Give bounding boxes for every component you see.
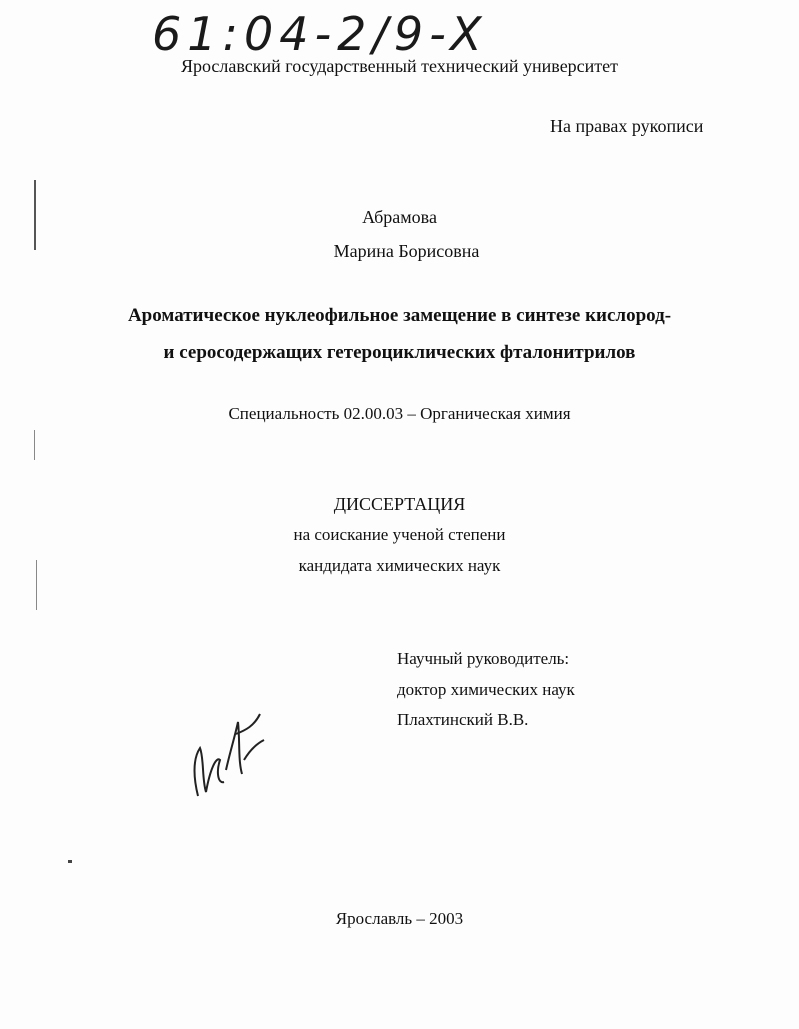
supervisor-degree: доктор химических наук [397,680,575,699]
degree-name: кандидата химических наук [298,556,501,575]
scan-margin-mark [68,860,72,863]
degree-purpose: на соискание ученой степени [293,525,506,544]
author-given-names: Марина Борисовна [333,241,480,261]
place-and-year: Ярославль – 2003 [335,909,464,928]
rights-note: На правах рукописи [550,116,704,136]
thesis-title-line-1: Ароматическое нуклеофильное замещение в синтезе кислород- [127,305,672,326]
specialty: Специальность 02.00.03 – Органическая химия [228,404,571,423]
author-surname: Абрамова [362,207,437,227]
scan-margin-mark [34,430,35,460]
dissertation-heading: ДИССЕРТАЦИЯ [333,494,466,514]
supervisor-name: Плахтинский В.В. [397,710,529,729]
supervisor-label: Научный руководитель: [397,649,570,668]
handwritten-signature [180,700,270,810]
university-name: Ярославский государственный технический университет [180,56,619,76]
thesis-title-line-2: и серосодержащих гетероциклических фталонитрилов [163,342,636,363]
handwritten-archive-code: 61:04-2/9-X [152,7,488,61]
